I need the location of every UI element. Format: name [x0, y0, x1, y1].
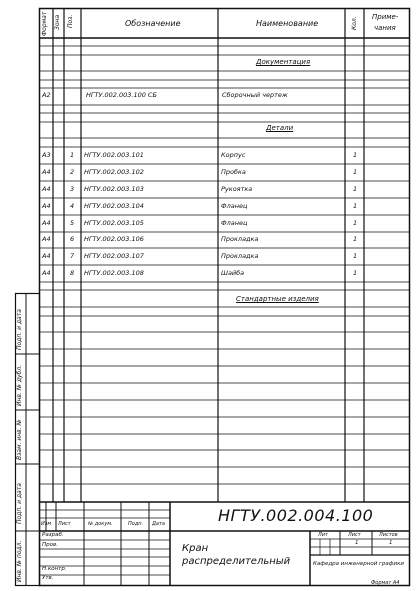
- row-pos: 2: [70, 168, 75, 176]
- row-pos: 8: [70, 269, 75, 277]
- col-list: Лист: [58, 521, 71, 527]
- row-qty: 1: [353, 219, 358, 227]
- row-name: Корпус: [221, 151, 246, 159]
- side-inv-podl: Инв. № подл.: [16, 540, 23, 582]
- header-pos: Поз.: [67, 14, 74, 28]
- side-vzam-inv: Взам. инв. №: [16, 419, 23, 460]
- row-pos: 1: [70, 151, 75, 159]
- row-name: Фланец: [221, 202, 248, 210]
- format-label: Формат А4: [371, 580, 400, 586]
- side-inv-dubl: Инв. № дубл.: [16, 364, 23, 406]
- row-designation: НГТУ.002.003.103: [84, 185, 144, 193]
- row-pos: 5: [70, 219, 75, 227]
- row-name: Шайба: [221, 269, 245, 277]
- header-qty: Кол.: [351, 16, 358, 30]
- row-format: А4: [42, 168, 51, 176]
- section-documentation: Документация: [256, 58, 311, 66]
- row-qty: 1: [353, 185, 358, 193]
- header-format: Формат: [41, 11, 48, 36]
- row-designation: НГТУ.002.003.105: [84, 219, 144, 227]
- row-pos: 4: [70, 202, 75, 210]
- row-name: Пробка: [221, 168, 246, 176]
- row-designation: НГТУ.002.003.108: [84, 269, 144, 277]
- row-name: Прокладка: [221, 235, 259, 243]
- row-pos: 7: [70, 252, 75, 260]
- section-parts: Детали: [266, 124, 294, 132]
- col-ndokum: № докум.: [88, 521, 113, 527]
- row-format: А4: [42, 235, 51, 243]
- row-name: Прокладка: [221, 252, 259, 260]
- role-nkontr: Н.контр.: [42, 566, 67, 572]
- section-standard: Стандартные изделия: [236, 295, 319, 303]
- sheets-value: 1: [389, 540, 393, 546]
- row-name: Сборочный чертеж: [222, 91, 288, 99]
- row-name: Рукоятка: [221, 185, 253, 193]
- organization: Кафедра инженерной графики: [313, 561, 404, 567]
- row-pos: 6: [70, 235, 75, 243]
- product-name-line2: распределительный: [182, 556, 291, 567]
- row-qty: 1: [353, 168, 358, 176]
- row-format: А3: [42, 151, 51, 159]
- row-designation: НГТУ.002.003.100 СБ: [86, 91, 157, 99]
- side-podp-data-1: Подп. и дата: [16, 309, 23, 350]
- row-designation: НГТУ.002.003.104: [84, 202, 144, 210]
- row-designation: НГТУ.002.003.102: [84, 168, 144, 176]
- row-qty: 1: [353, 252, 358, 260]
- row-designation: НГТУ.002.003.106: [84, 235, 144, 243]
- document-number: НГТУ.002.004.100: [218, 506, 374, 525]
- header-designation: Обозначение: [125, 19, 181, 28]
- row-qty: 1: [353, 235, 358, 243]
- sheets-label: Листов: [379, 532, 398, 538]
- row-format: А4: [42, 219, 51, 227]
- sheet-label: Лист: [348, 532, 361, 538]
- role-razrab: Разраб.: [42, 532, 64, 538]
- role-utv: Утв.: [42, 575, 54, 581]
- col-izm: Изм: [41, 521, 52, 527]
- header-name: Наименование: [256, 19, 319, 28]
- row-qty: 1: [353, 269, 358, 277]
- header-zone: Зона: [54, 14, 61, 30]
- row-format: А4: [42, 185, 51, 193]
- col-podp: Подп.: [128, 521, 144, 527]
- row-format: А4: [42, 202, 51, 210]
- header-note-line1: Приме-: [372, 13, 399, 21]
- lit-label: Лит: [318, 532, 328, 538]
- row-format: А2: [42, 91, 51, 99]
- row-qty: 1: [353, 202, 358, 210]
- row-designation: НГТУ.002.003.101: [84, 151, 144, 159]
- row-qty: 1: [353, 151, 358, 159]
- col-data: Дата: [152, 521, 165, 527]
- side-podp-data-2: Подп. и дата: [16, 483, 23, 524]
- row-name: Фланец: [221, 219, 248, 227]
- row-format: А4: [42, 252, 51, 260]
- role-prov: Пров.: [42, 542, 58, 548]
- sheet-value: 1: [355, 540, 359, 546]
- row-pos: 3: [70, 185, 75, 193]
- row-designation: НГТУ.002.003.107: [84, 252, 144, 260]
- product-name-line1: Кран: [182, 543, 209, 554]
- header-note-line2: чания: [374, 24, 396, 32]
- row-format: А4: [42, 269, 51, 277]
